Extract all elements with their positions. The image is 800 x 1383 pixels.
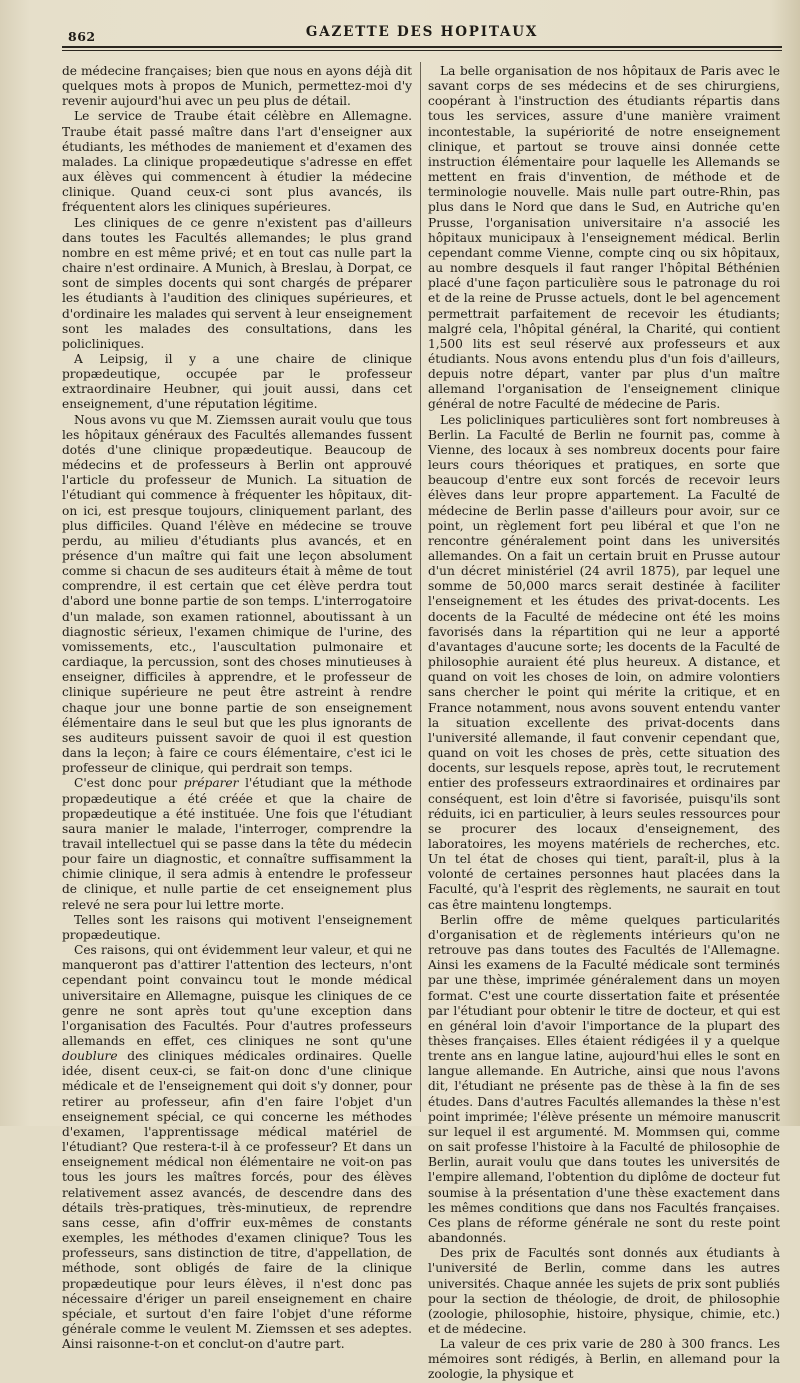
paragraph-text: l'étudiant que la méthode propædeutique a été créée et que la chaire de propædeutique a été instituée. Une fois que l'étudiant saura manier le malade, l'interroger, comprendre la travail intellectuel qui se passe dans la tête du médecin pour faire un diagnostic, et connaître suffisamment la chimie clinique, il sera admis à entendre le professeur de clinique, et nulle partie de cet enseignement plus relevé ne sera pour lui lettre morte. xyxy=(62,776,413,912)
paragraph: Berlin offre de même quelques particularités d'organisation et de règlements intérieurs qu'on ne retrouve pas dans toutes des Facultés de l'Allemagne. Ainsi les examens de la Faculté médicale sont terminés par une thèse, imprimée généralement dans un moyen format. C'est une courte dissertation faite et présentée par l'étudiant pour obtenir le titre de docteur, et qui est en général loin d'avoir l'importance de la plupart des thèses françaises. Elles étaient rédigées il y a quelque trente ans en langue latine, aujourd'hui elles le sont en langue allemande. En Autriche, ainsi que nous l'avons dit, l'étudiant ne présente pas de thèse à la fin de ses études. Dans d'autres Facultés allemandes la thèse n'est point imprimée; l'élève présente un mémoire manuscrit sur lequel il est argumenté. M. Mommsen qui, comme on sait professe l'histoire à la Faculté de philosophie de Berlin, aurait voulu que dans toutes les universités de l'empire allemand, l'obtention du diplôme de docteur fut soumise à la présentation d'une thèse exactement dans les mêmes conditions que dans nos Facultés françaises. Ces plans de réforme générale ne sont du reste point abandonnés. xyxy=(428,912,780,1246)
paragraph: Telles sont les raisons qui motivent l'enseignement propædeutique. xyxy=(62,912,412,942)
paragraph: A Leipsig, il y a une chaire de clinique propædeutique, occupée par le professeur extraordinaire Heubner, qui jouit aussi, dans cet enseignement, d'une réputation légitime. xyxy=(62,351,412,412)
paragraph: de médecine françaises; bien que nous en ayons déjà dit quelques mots à propos de Munich, permettez-moi d'y revenir aujourd'hui avec un peu plus de détail. xyxy=(62,64,412,109)
page-number: 862 xyxy=(68,29,96,44)
left-column xyxy=(62,64,412,1352)
paragraph-text: C'est donc pour xyxy=(74,776,184,791)
paragraph: La belle organisation de nos hôpitaux de Paris avec le savant corps de ses médecins et de ses chirurgiens, coopérant à l'instruction des étudiants répartis dans tous les services, assure d'une manière vraiment incontestable, la supériorité de notre enseignement clinique, et partout se trouve ainsi donnée cette instruction élémentaire pour laquelle les Allemands se mettent en frais d'invention, de méthode et de terminologie nouvelle. Mais nulle part outre-Rhin, pas plus dans le Nord que dans le Sud, en Autriche qu'en Prusse, l'organisation universitaire n'a associé les hôpitaux municipaux à l'enseignement médical. Berlin cependant comme Vienne, compte cinq ou six hôpitaux, au nombre desquels il faut ranger l'hôpital Béthénien placé d'une façon particulière sous le patronage du roi et de la reine de Prusse actuels, dont le bel agencement permettrait parfaitement de recevoir les étudiants; malgré cela, l'hôpital général, la Charité, qui contient 1,500 lits est seul réservé aux professeurs et aux étudiants. Nous avons entendu plus d'un fois d'ailleurs, depuis notre départ, vanter par plus d'un maître allemand l'organisation de l'enseignement clinique général de notre Faculté de médecine de Paris. xyxy=(428,64,780,412)
paragraph: Le service de Traube était célèbre en Allemagne. Traube était passé maître dans l'art d'enseigner aux étudiants, les méthodes de maniement et d'examen des malades. La clinique propædeutique s'adresse en effet aux élèves qui commencent à étudier la médecine clinique. Quand ceux-ci sont plus avancés, ils fréquentent alors les cliniques supérieures. xyxy=(62,109,412,215)
emphasized-word: doublure xyxy=(62,1049,118,1064)
paragraph: Les policliniques particulières sont fort nombreuses à Berlin. La Faculté de Berlin ne fournit pas, comme à Vienne, des locaux à ses nombreux docents pour faire leurs cours théoriques et pratiques, en sorte que beaucoup d'entre eux sont forcés de recevoir leurs élèves dans leur propre appartement. La Faculté de médecine de Berlin passe d'ailleurs pour avoir, sur ce point, un règlement fort peu libéral et que l'on ne rencontre généralement point dans les universités allemandes. On a fait un certain bruit en Prusse autour d'un décret ministériel (24 avril 1875), par lequel une somme de 50,000 marcs serait destinée à faciliter l'enseignement et les études des privat-docents. Les docents de la Faculté de médecine ont été les moins favorisés dans la répartition qui ne leur a apporté d'avantages d'aucune sorte; les docents de la Faculté de philosophie auraient été plus heureux. A distance, et quand on voit les choses de loin, on admire volontiers sans chercher le point qui mérite la critique, et en France notamment, nous avons souvent entendu vanter la situation excellente des privat-docents dans l'université allemande, il faut convenir cependant que, quand on voit les choses de près, cette situation des docents, sur lesquels repose, après tout, le recrutement entier des professeurs extraordinaires et ordinaires par conséquent, est loin d'être si favorisée, puisqu'ils sont réduits, ici en particulier, à leurs seules ressources pour se procurer des locaux d'enseignement, des laboratoires, les moyens matériels de recherches, etc. Un tel état de choses qui tient, paraît-il, plus à la volonté de certaines personnes haut placées dans la Faculté, qu'à l'esprit des règlements, ne saurait en tout cas être maintenu longtemps. xyxy=(428,412,780,912)
header-rule-thin xyxy=(62,50,782,51)
paragraph-text: Ces raisons, qui ont évidemment leur valeur, et qui ne manqueront pas d'attirer l'attention des lecteurs, n'ont cependant point convaincu tout le monde médical universitaire en Allemagne, puisque les cliniques de ce genre ne sont après tout qu'une exception dans l'organisation des Facultés. Pour d'autres professeurs allemands en effet, ces cliniques ne sont qu'une xyxy=(62,943,412,1048)
paragraph: Nous avons vu que M. Ziemssen aurait voulu que tous les hôpitaux généraux des Facultés allemandes fussent dotés d'une clinique propædeutique. Beaucoup de médecins et de professeurs à Berlin ont approuvé l'article du professeur de Munich. La situation de l'étudiant qui commence à fréquenter les hôpitaux, dit-on ici, est presque toujours, cliniquement parlant, des plus difficiles. Quand l'élève en médecine se trouve perdu, au milieu d'étudiants plus avancés, et en présence d'un maître qui fait une leçon absolument comme si chacun de ses auditeurs était à même de tout comprendre, il est certain que cet élève perdra tout d'abord une bonne partie de son temps. L'interrogatoire d'un malade, son examen rationnel, aboutissant à un diagnostic sérieux, l'examen chimique de l'urine, des vomissements, etc., l'auscultation pulmonaire et cardiaque, la percussion, sont des choses minutieuses à enseigner, difficiles à apprendre, et le professeur de clinique supérieure ne peut être astreint à rendre chaque jour une bonne partie de son enseignement élémentaire dans le seul but que les plus ignorants de ses auditeurs puissent savoir de quoi il est question dans la leçon; à faire ce cours élémentaire, c'est ici le professeur de clinique, qui perdrait son temps. xyxy=(62,412,412,776)
emphasized-word: préparer xyxy=(183,776,239,791)
running-title: GAZETTE DES HOPITAUX xyxy=(305,24,539,40)
page-header xyxy=(62,20,782,46)
column-divider xyxy=(420,62,421,1112)
paragraph-text: des cliniques médicales ordinaires. Quelle idée, disent ceux-ci, se fait-on donc d'une clinique médicale et de l'enseignement qui doit s'y donner, pour retirer au professeur, afin d'en faire l'objet d'un enseignement spécial, ce qui concerne les méthodes d'examen, l'apprentissage médical matériel de l'étudiant? Que restera-t-il à ce professeur? Et dans un enseignement médical non élémentaire ne voit-on pas tous les jours les maîtres forcés, pour des élèves relativement assez avancés, de descendre dans des détails très-pratiques, très-minutieux, de reprendre sans cesse, afin d'offrir eux-mêmes de constants exemples, les méthodes d'examen clinique? Tous les professeurs, sans distinction de titre, d'appellation, de méthode, sont obligés de faire de la clinique propædeutique pour leurs élèves, il n'est donc pas nécessaire d'ériger un pareil enseignement en chaire spéciale, et surtout d'en faire l'objet d'une réforme générale comme le veulent M. Ziemssen et ses adeptes. Ainsi raisonne-t-on et conclut-on d'autre part. xyxy=(62,1049,412,1352)
paragraph: Des prix de Facultés sont donnés aux étudiants à l'université de Berlin, comme dans les autres universités. Chaque année les sujets de prix sont publiés pour la section de théologie, de droit, de philosophie (zoologie, philosophie, histoire, physique, chimie, etc.) et de médecine. xyxy=(428,1246,780,1336)
paragraph: La valeur de ces prix varie de 280 à 300 francs. Les mémoires sont rédigés, à Berlin, en allemand pour la zoologie, la physique et xyxy=(428,1337,780,1382)
header-rule xyxy=(62,46,782,48)
paragraph xyxy=(62,776,412,912)
paragraph: Les cliniques de ce genre n'existent pas d'ailleurs dans toutes les Facultés allemandes; le plus grand nombre en est même privé; et en tout cas nulle part la chaire n'est ordinaire. A Munich, à Breslau, à Dorpat, ce sont de simples docents qui sont chargés de préparer les étudiants à l'audition des cliniques supérieures, et d'ordinaire les malades qui servent à leur enseignement sont les malades des consultations, dans les policliniques. xyxy=(62,215,413,351)
paragraph xyxy=(62,943,412,1352)
right-column xyxy=(428,64,780,1383)
